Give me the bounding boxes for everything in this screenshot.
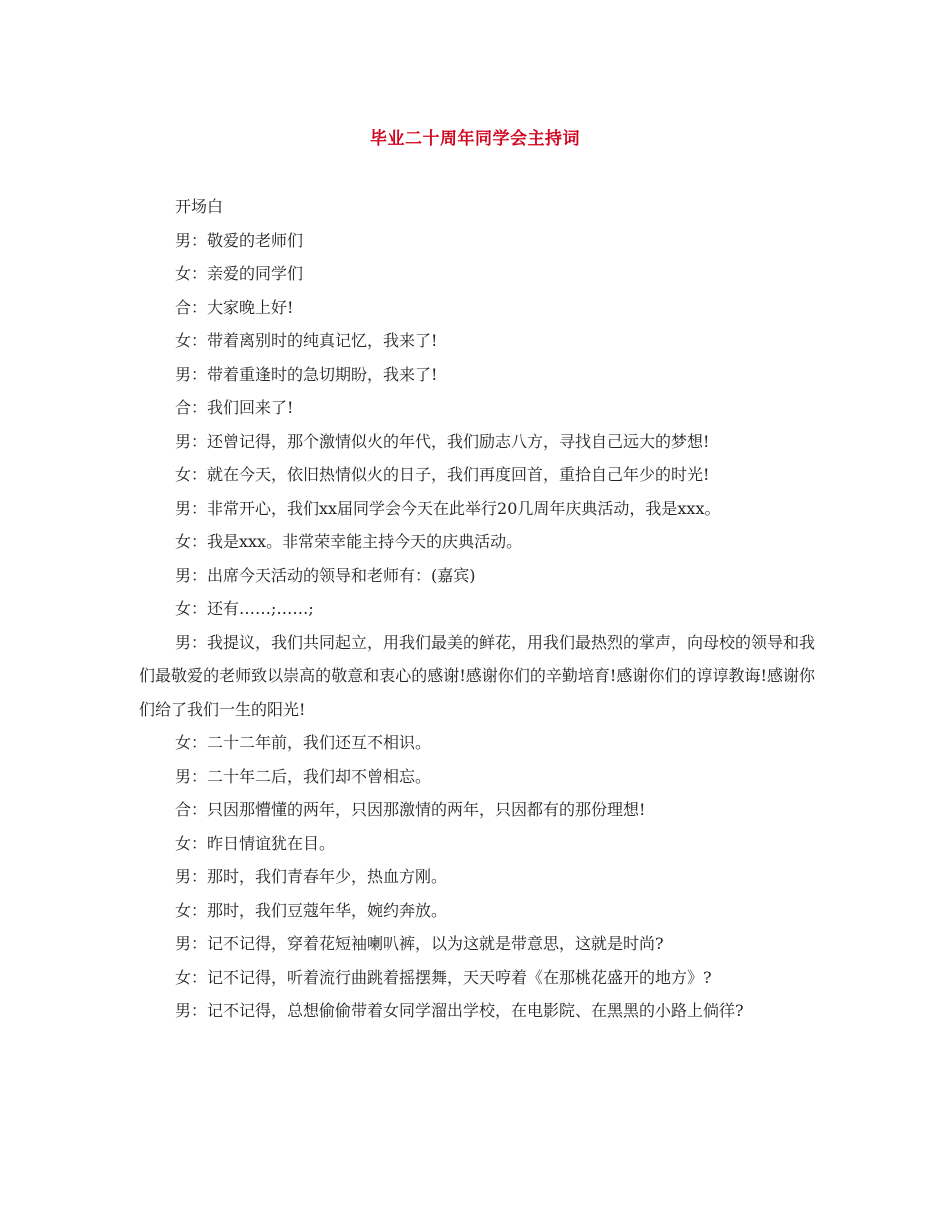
paragraph: 女：二十二年前，我们还互不相识。 <box>175 733 432 752</box>
document-body <box>139 190 815 1028</box>
paragraph: 女：带着离别时的纯真记忆，我来了! <box>175 331 438 350</box>
paragraph: 男：出席今天活动的领导和老师有：(嘉宾) <box>175 565 476 585</box>
paragraph: 合：大家晚上好! <box>175 297 294 317</box>
paragraph: 男：二十年二后，我们却不曾相忘。 <box>175 766 432 786</box>
paragraph: 女：记不记得，听着流行曲跳着摇摆舞，天天哼着《在那桃花盛开的地方》? <box>175 967 712 987</box>
paragraph: 女：还有……;……; <box>175 599 314 618</box>
paragraph: 合：只因那懵懂的两年，只因那激情的两年，只因都有的那份理想! <box>175 800 646 819</box>
paragraph: 男：敬爱的老师们 <box>175 230 304 250</box>
paragraph: 男：记不记得，穿着花短袖喇叭裤，以为这就是带意思，这就是时尚? <box>175 934 664 953</box>
paragraph: 女：那时，我们豆蔻年华，婉约奔放。 <box>175 900 448 920</box>
document-title: 毕业二十周年同学会主持词 <box>370 129 580 149</box>
paragraph: 男：那时，我们青春年少，热血方刚。 <box>175 867 448 886</box>
paragraph: 女：亲爱的同学们 <box>175 264 304 283</box>
paragraph: 男：我提议，我们共同起立，用我们最美的鲜花，用我们最热烈的掌声，向母校的领导和我们最敬爱的老师致以崇高的敬意和衷心的感谢!感谢你们的辛勤培育!感谢你们的谆谆教诲!感谢你们给了我们一生的阳光! <box>139 632 816 719</box>
paragraph: 女：就在今天，依旧热情似火的日子，我们再度回首，重拾自己年少的时光! <box>175 465 710 484</box>
paragraph: 合：我们回来了! <box>175 398 294 417</box>
paragraph: 男：带着重逢时的急切期盼，我来了! <box>175 364 438 384</box>
paragraph: 女：昨日情谊犹在目。 <box>175 833 336 853</box>
paragraph: 男：记不记得，总想偷偷带着女同学溜出学校，在电影院、在黑黑的小路上倘徉? <box>175 1001 744 1020</box>
paragraph: 开场白 <box>175 197 224 216</box>
paragraph: 男：非常开心，我们xx届同学会今天在此举行20几周年庆典活动，我是xxx。 <box>175 498 721 518</box>
paragraph: 女：我是xxx。非常荣幸能主持今天的庆典活动。 <box>175 532 523 551</box>
paragraph: 男：还曾记得，那个激情似火的年代，我们励志八方，寻找自己远大的梦想! <box>175 431 710 451</box>
